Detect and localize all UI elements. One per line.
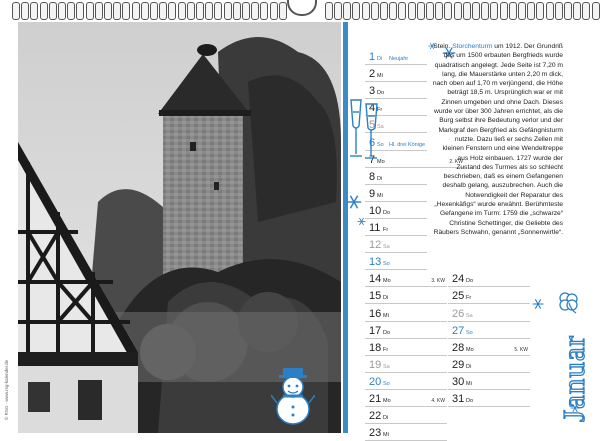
day-row[interactable]: [365, 235, 427, 253]
weekday-abbr: So: [383, 261, 390, 268]
day-number: 10: [369, 204, 382, 217]
weekday-abbr: Sa: [383, 363, 390, 370]
day-number: 14: [369, 273, 382, 286]
day-row[interactable]: [365, 406, 447, 424]
day-row[interactable]: [365, 321, 447, 339]
spiral-ring: [463, 2, 471, 20]
spiral-ring: [435, 2, 443, 20]
weekday-abbr: Fr: [383, 227, 389, 233]
spiral-ring: [362, 2, 370, 20]
spiral-ring: [398, 2, 406, 20]
spiral-ring: [417, 2, 425, 20]
weekday-abbr: Do: [383, 209, 391, 216]
day-number: 11: [369, 222, 381, 234]
spiral-ring: [389, 2, 397, 20]
spiral-ring: [104, 2, 112, 20]
weekday-abbr: So: [377, 141, 384, 148]
weekday-abbr: Di: [377, 56, 383, 62]
spiral-ring: [546, 2, 554, 20]
spiral-ring: [518, 2, 526, 20]
day-number: 1: [369, 51, 376, 63]
day-row[interactable]: [365, 184, 427, 202]
weekday-abbr: Mo: [377, 158, 385, 165]
spiral-ring: [352, 2, 360, 20]
spiral-ring: [564, 2, 572, 20]
day-number: 23: [369, 427, 382, 440]
snowman-icon: [271, 365, 315, 427]
weekday-abbr: Sa: [466, 312, 473, 319]
spiral-ring: [233, 2, 241, 20]
day-row[interactable]: [448, 355, 530, 373]
day-row[interactable]: [365, 286, 447, 304]
spiral-ring: [380, 2, 388, 20]
weekday-abbr: Mi: [466, 380, 472, 387]
day-number: 21: [369, 393, 382, 405]
spiral-ring: [187, 2, 195, 20]
calendar-week: 5. KW: [514, 346, 528, 353]
spiral-ring: [122, 2, 130, 20]
day-row[interactable]: [448, 338, 530, 356]
spiral-ring: [113, 2, 121, 20]
day-row[interactable]: [365, 64, 427, 82]
snowflake-icon: [346, 194, 362, 210]
spiral-ring: [472, 2, 480, 20]
spiral-ring: [150, 2, 158, 20]
day-row[interactable]: [448, 372, 530, 390]
day-row[interactable]: [365, 252, 427, 270]
weekday-abbr: Di: [383, 415, 389, 422]
day-number: 18: [369, 341, 382, 354]
clover-icon: [556, 290, 580, 314]
day-row[interactable]: [365, 47, 427, 65]
spiral-ring: [592, 2, 600, 20]
weekday-abbr: Sa: [377, 124, 384, 131]
day-number: 7: [369, 153, 376, 166]
spiral-ring: [408, 2, 416, 20]
spiral-ring: [76, 2, 84, 20]
spiral-ring: [58, 2, 66, 20]
day-row[interactable]: [365, 269, 447, 287]
side-credit: © RSG · www.rsg-kalender.de: [4, 359, 9, 420]
day-row[interactable]: [365, 423, 447, 441]
spiral-ring: [279, 2, 287, 20]
day-number: 31: [452, 393, 465, 405]
weekday-abbr: Mi: [377, 192, 383, 199]
spiral-ring: [509, 2, 517, 20]
weekday-abbr: Di: [383, 295, 389, 302]
snowflake-icon: [532, 298, 544, 310]
spiral-ring: [67, 2, 75, 20]
day-row[interactable]: [365, 167, 427, 185]
spiral-ring: [334, 2, 342, 20]
weekday-abbr: Sa: [383, 244, 390, 251]
calendar-week: 4. KW: [431, 398, 445, 404]
day-row[interactable]: [365, 389, 447, 407]
spiral-ring: [555, 2, 563, 20]
day-number: 8: [369, 170, 376, 183]
holiday-label: Neujahr: [389, 56, 409, 62]
weekday-abbr: Mo: [466, 346, 474, 353]
spiral-ring: [260, 2, 268, 20]
champagne-glasses-icon: [347, 96, 381, 162]
day-row[interactable]: [448, 304, 530, 322]
spiral-ring: [490, 2, 498, 20]
spiral-ring: [371, 2, 379, 20]
day-number: 30: [452, 375, 465, 388]
history-text: Stein. Storchenturm um 1912. Der Grundriß des um 1500 erbauten Bergfrieds wurde quadratisch angelegt. Jede Seite ist 7,20 m lang, die Mauerstärke unten 2,20 m dick, nach oben auf 1,70 m verjüngend, die Höhe beträgt 18,5 m. Ursprünglich war er mit Zinnen umgeben und ohne Dach. Dieses wurde vor über 300 Jahren errichtet, als die Burg selbst ihre Bedeutung verlor und der Markgraf den Bergfried als Gefängnisturm nutzte. Dazu ließ er sechs Zellen mit kleinen Fenstern und eine Wendeltreppe aus Holz einbauen. 1727 wurde der Zustand des Turmes als so schlecht beschrieben, daß es einem Gefangenen deshalb gelang, auszubrechen. Auch die Notwendigkeit der Reparatur des „Hexenkäfigs“ wurde erwähnt. Berühmteste Gefangene im Turm: 1759 die „schwarze“ Christine Schettinger, die Geliebte des Räubers Schwahn, genannt „Sonnenwirtle“.: [432, 43, 563, 236]
day-number: 15: [369, 290, 382, 303]
calendar-week: 3. KW: [431, 278, 445, 285]
spiral-ring: [178, 2, 186, 20]
day-row[interactable]: [365, 355, 447, 373]
day-number: 26: [452, 307, 465, 320]
spiral-ring: [168, 2, 176, 20]
day-number: 19: [369, 358, 382, 371]
day-number: 29: [452, 358, 465, 371]
weekday-abbr: Do: [466, 398, 474, 404]
day-number: 17: [369, 324, 382, 337]
spiral-ring: [132, 2, 140, 20]
weekday-abbr: Mi: [383, 432, 389, 439]
spiral-ring: [205, 2, 213, 20]
weekday-abbr: Di: [377, 175, 383, 182]
weekday-abbr: So: [383, 380, 390, 387]
spiral-ring: [251, 2, 259, 20]
day-number: 27: [452, 324, 465, 337]
spiral-ring: [196, 2, 204, 20]
day-number: 28: [452, 341, 465, 354]
spiral-ring: [500, 2, 508, 20]
day-number: 2: [369, 68, 376, 81]
day-number: 6: [369, 136, 376, 149]
spiral-ring: [573, 2, 581, 20]
day-number: 3: [369, 85, 376, 98]
spiral-ring: [426, 2, 434, 20]
weekday-abbr: So: [466, 329, 473, 336]
day-row[interactable]: [365, 201, 427, 219]
day-row[interactable]: [448, 286, 530, 304]
spiral-ring: [224, 2, 232, 20]
spiral-ring: [444, 2, 452, 20]
weekday-abbr: Do: [466, 278, 474, 285]
spiral-ring: [141, 2, 149, 20]
weekday-abbr: Mi: [383, 312, 389, 319]
day-row[interactable]: [365, 372, 447, 390]
day-row[interactable]: [365, 338, 447, 356]
spiral-ring: [40, 2, 48, 20]
spiral-ring: [30, 2, 38, 20]
day-number: 22: [369, 410, 382, 423]
spiral-ring: [214, 2, 222, 20]
spiral-ring: [159, 2, 167, 20]
weekday-abbr: Fr: [377, 107, 383, 114]
day-row[interactable]: [365, 304, 447, 322]
snowflake-icon: [357, 217, 366, 226]
day-number: 5: [369, 119, 376, 132]
weekday-abbr: Di: [466, 363, 472, 370]
spiral-ring: [527, 2, 535, 20]
day-row[interactable]: [448, 321, 530, 339]
day-number: 4: [369, 102, 376, 115]
spiral-ring: [21, 2, 29, 20]
calendar-week: 2. KW: [449, 158, 463, 165]
day-row[interactable]: [448, 269, 530, 287]
weekday-abbr: Mo: [383, 278, 391, 285]
weekday-abbr: Mo: [383, 398, 391, 404]
spiral-ring: [582, 2, 590, 20]
day-number: 20: [369, 375, 382, 388]
highlight-word: Storchenturm: [452, 43, 493, 50]
day-number: 16: [369, 307, 382, 320]
day-number: 25: [452, 290, 465, 303]
month-title: Januar: [556, 335, 591, 422]
spiral-ring: [86, 2, 94, 20]
spiral-ring: [454, 2, 462, 20]
spiral-ring: [12, 2, 20, 20]
weekday-abbr: Do: [377, 90, 385, 97]
spiral-ring: [536, 2, 544, 20]
day-number: 9: [369, 187, 376, 200]
spiral-ring: [325, 2, 333, 20]
spiral-ring: [343, 2, 351, 20]
spiral-ring: [95, 2, 103, 20]
day-number: 13: [369, 256, 382, 269]
day-number: 24: [452, 273, 465, 286]
weekday-abbr: Mi: [377, 73, 383, 80]
calendar-accent-bar: [343, 22, 348, 433]
spiral-ring: [242, 2, 250, 20]
spiral-ring: [481, 2, 489, 20]
weekday-abbr: Do: [383, 329, 391, 336]
spiral-ring: [49, 2, 57, 20]
weekday-abbr: Fr: [466, 295, 472, 302]
day-number: 12: [369, 239, 382, 252]
day-row[interactable]: [448, 389, 530, 407]
weekday-abbr: Fr: [383, 346, 389, 353]
spiral-ring: [270, 2, 278, 20]
day-row[interactable]: [365, 218, 427, 236]
holiday-label: Hl. drei Könige: [389, 141, 426, 148]
